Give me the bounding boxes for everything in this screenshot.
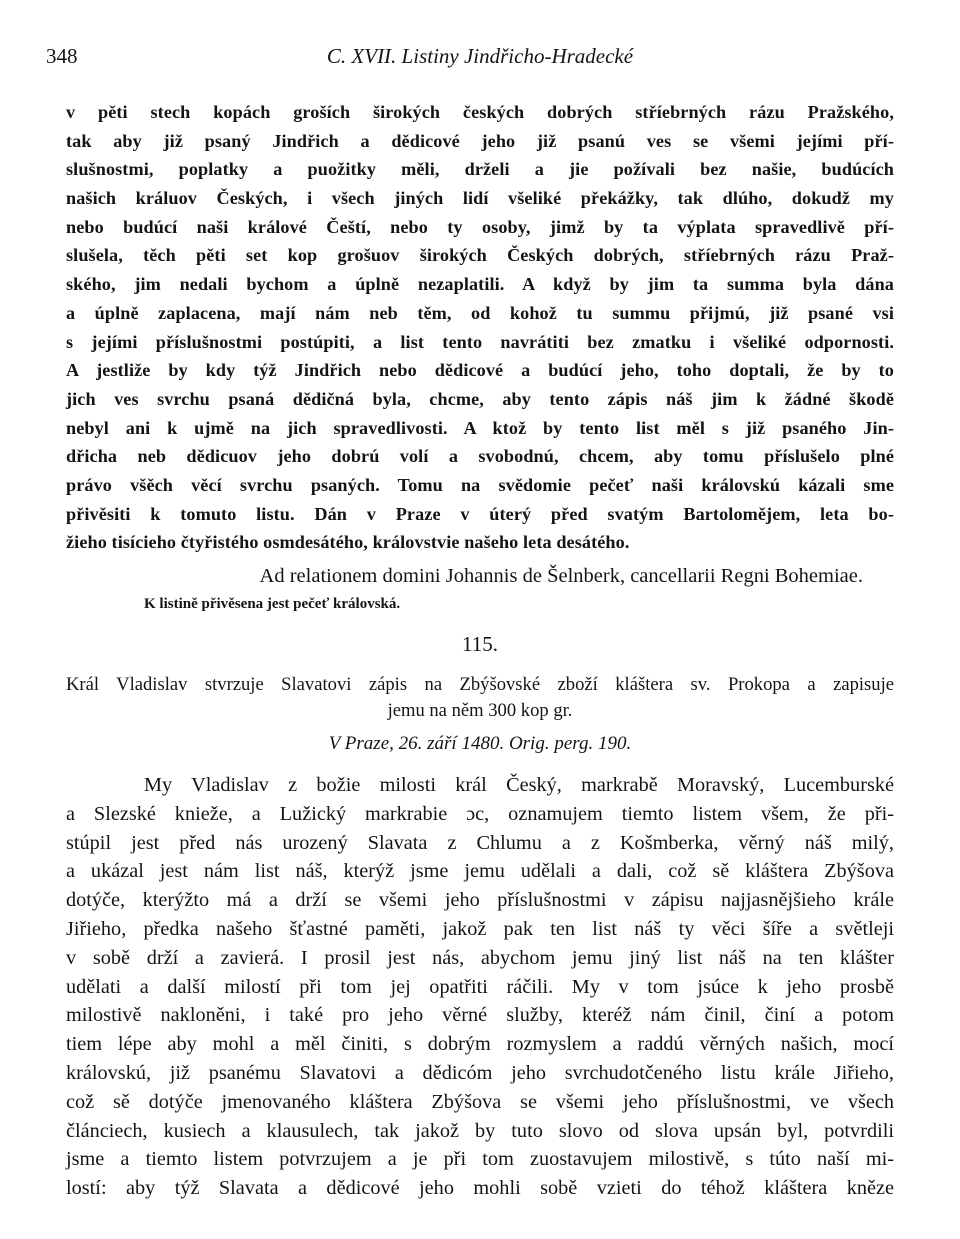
running-head-title: C. XVII. Listiny Jindřicho-Hradecké	[326, 44, 634, 68]
relation-note: Ad relationem domini Johannis de Šelnberk, cancellarii Regni Bohemiae.	[259, 565, 863, 587]
text-line: a ukázal jest nám list náš, kterýž jsme jemu udělali a dali, což sě kláštera Zbýšova	[66, 860, 894, 883]
text-line: královskú, již psanému Slavatovi a dědicóm jeho svrchudotčeného listu krále Jiřieho,	[66, 1061, 894, 1084]
text-line: nebyl ani k ujmě na jich spravedlivosti. A ktož by tento list měl s již psaného Jin-	[66, 417, 894, 438]
text-line: tak aby již psaný Jindřich a dědicové jeho již psanú ves se všemi jejími pří-	[66, 130, 894, 151]
document-dating: V Praze, 26. září 1480. Orig. perg. 190.	[328, 733, 632, 754]
text-line: lostí: aby týž Slavata a dědicové jeho mohli sobě vzieti do téhož kláštera kněze	[66, 1177, 894, 1200]
text-line: a úplně zaplacena, mají nám neb těm, od kohož tu summu přijmú, již psané vsi	[66, 302, 894, 323]
text-line: což sě dotýče jmenovaného kláštera Zbýšova se všemi jeho příslušnostmi, ve všech	[66, 1090, 894, 1113]
document-114-text	[66, 98, 894, 557]
document-number: 115.	[462, 632, 498, 656]
text-line: nebo budúcí naši králové Čeští, nebo ty osoby, jimž by ta výplata spravedlivě pří-	[66, 216, 894, 237]
text-line: slušnostmi, poplatky a puožitky měli, drželi a jie požívali bez našie, budúcích	[66, 159, 894, 180]
document-page	[46, 40, 894, 1203]
text-line: Jiřieho, předka našeho šťastné paměti, jakož pak ten list náš ty věci šíře a světleji	[66, 917, 894, 940]
text-line: udělati a další milostí při tom jej opatřiti ráčili. My v tom jsúce k jeho prosbě	[66, 975, 894, 998]
text-line: dotýče, kterýžto má a drží se všemi jeho příslušnostmi v zápisu najjasnějšieho krále	[66, 889, 894, 912]
text-line: našich králuov Českých, i všech jiných lidí všeliké překážky, tak dlúho, dokudž my	[66, 188, 894, 209]
text-line: My Vladislav z božie milosti král Český, markrabě Moravský, Lucemburské	[144, 774, 894, 796]
text-line: přivěsiti k tomuto listu. Dán v Praze v úterý před svatým Bartolomějem, leta bo-	[66, 503, 894, 524]
regest-line: Král Vladislav stvrzuje Slavatovi zápis na Zbýšovské zboží kláštera sv. Prokopa a zapisuje	[66, 674, 894, 695]
text-line: milostivě nakloněni, i také pro jeho věrné služby, kteréž nám činil, činí a potom	[66, 1004, 894, 1027]
text-line: slušela, těch pěti set kop grošuov širokých Českých dobrých, stříebrných rázu Praž-	[66, 245, 894, 266]
text-line: A jestliže by kdy týž Jindřich nebo dědicové a budúcí jeho, toho doptali, že by to	[66, 360, 894, 381]
text-line: a Slezské knieže, a Lužický markrabie ɔc, oznamujem tiemto listem všem, že při-	[66, 802, 894, 825]
running-head	[46, 40, 894, 72]
text-line: s jejími příslušnostmi postúpiti, a list tento navrátiti bez zmatku i všeliké odpornosti.	[66, 331, 894, 352]
text-line: dřicha neb dědicuov jeho dobrú volí a svobodnú, chcem, aby tomu příslušelo plné	[66, 446, 894, 467]
text-line: v pěti stech kopách groších širokých českých dobrých stříebrných rázu Pražského,	[66, 102, 894, 122]
text-line: článciech, kusiech a klausulech, tak jakož by tuto slovo od slova upsán byl, potvrdili	[66, 1119, 894, 1142]
text-line: ského, jim nedali bychom a úplně nezaplatili. A když by jim ta summa byla dána	[66, 274, 894, 295]
text-line: tiem lépe aby mohl a měl činiti, s dobrým rozmyslem a raddú věrných našich, mocí	[66, 1033, 894, 1056]
text-line: právo všěch věcí svrchu psaných. Tomu na svědomie pečeť naši královskú kázali sme	[66, 474, 894, 495]
regest-line: jemu na něm 300 kop gr.	[387, 700, 573, 721]
document-115-text	[66, 771, 894, 1203]
seal-note: K listině přivěsena jest pečeť královská.	[144, 596, 401, 612]
text-line: jich ves svrchu psaná dědičná byla, chcme, aby tento zápis náš jim k žádné škodě	[66, 388, 894, 409]
text-line: stúpil jest před nás urozený Slavata z Chlumu a z Košmberka, věrný náš milý,	[66, 831, 894, 854]
text-line: jsme a tiemto listem potvrzujem a je při tom zuostavujem milostivě, s túto naší mi-	[66, 1148, 894, 1171]
page-number: 348	[46, 44, 78, 68]
text-line: žieho tisícieho čtyřistého osmdesátého, královstvie našeho leta desátého.	[66, 532, 630, 553]
document-115-regest	[66, 672, 894, 724]
text-line: v sobě drží a zavierá. I prosil jest nás, abychom jemu jiný list náš na ten klášter	[66, 946, 894, 969]
